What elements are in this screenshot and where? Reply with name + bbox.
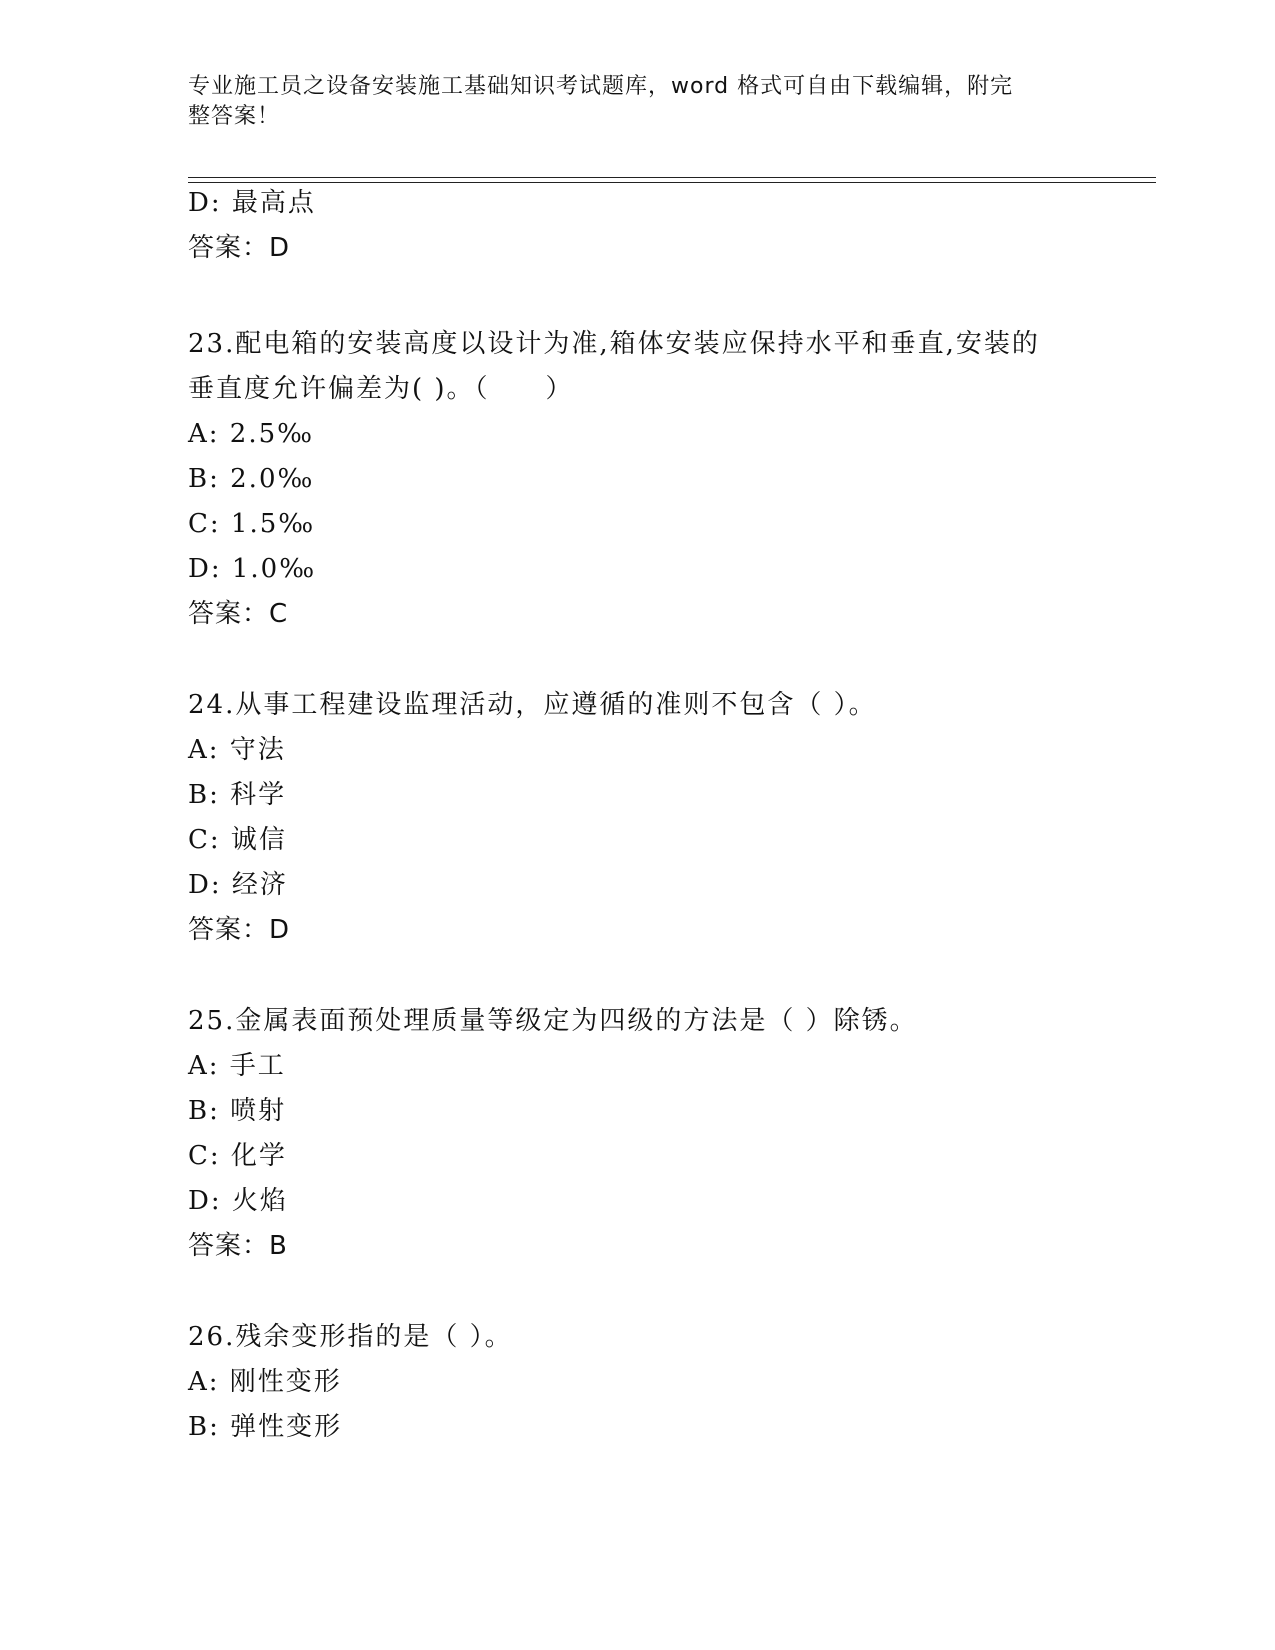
q23-answer: 答案：C <box>188 599 289 629</box>
prev-option-d: D: 最高点 <box>188 188 316 218</box>
q23-option-c: C: 1.5‰ <box>188 509 316 539</box>
header-title-continued: 整答案！ <box>188 104 281 129</box>
q24-option-a: A: 守法 <box>188 735 286 765</box>
q24-option-d: D: 经济 <box>188 870 288 900</box>
q25-option-b: B: 喷射 <box>188 1096 287 1126</box>
q26-option-a: A: 刚性变形 <box>188 1367 342 1397</box>
q26-stem: 26.残余变形指的是（ ）。 <box>188 1322 513 1352</box>
q25-answer: 答案：B <box>188 1231 288 1261</box>
q26-option-b: B: 弹性变形 <box>188 1412 343 1442</box>
header-divider-bottom <box>188 182 1156 183</box>
q23-option-b: B: 2.0‰ <box>188 464 315 494</box>
q24-stem: 24.从事工程建设监理活动，应遵循的准则不包含（ ）。 <box>188 690 877 720</box>
q23-stem-line2: 垂直度允许偏差为( )。（ ） <box>188 374 574 404</box>
q24-option-c: C: 诚信 <box>188 825 287 855</box>
q23-stem-line1: 23.配电箱的安装高度以设计为准,箱体安装应保持水平和垂直,安装的 <box>188 329 1040 359</box>
header-divider-top <box>188 177 1156 178</box>
q25-option-d: D: 火焰 <box>188 1186 288 1216</box>
header-title: 专业施工员之设备安装施工基础知识考试题库，word 格式可自由下载编辑，附完 <box>188 74 1014 99</box>
q25-stem: 25.金属表面预处理质量等级定为四级的方法是（ ）除锈。 <box>188 1006 918 1036</box>
q25-option-a: A: 手工 <box>188 1051 286 1081</box>
q24-option-b: B: 科学 <box>188 780 287 810</box>
prev-answer: 答案：D <box>188 233 291 263</box>
q23-option-a: A: 2.5‰ <box>188 419 315 449</box>
document-header <box>188 72 1068 132</box>
q25-option-c: C: 化学 <box>188 1141 287 1171</box>
q23-option-d: D: 1.0‰ <box>188 554 317 584</box>
q24-answer: 答案：D <box>188 915 291 945</box>
